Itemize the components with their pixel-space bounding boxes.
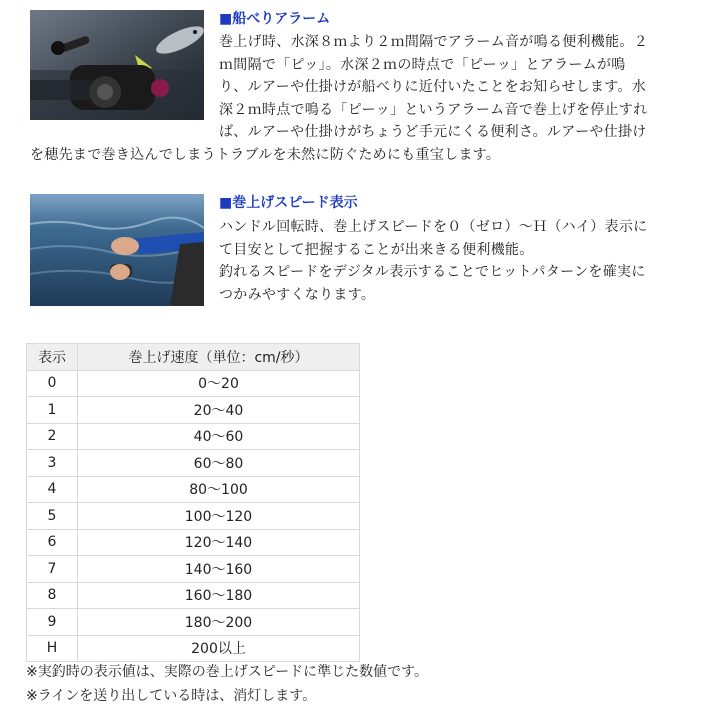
speed-cell: 120～140 — [78, 529, 360, 556]
alarm-line: ｍ間隔で「ピッ」。水深２ｍの時点で「ピーッ」とアラームが鳴 — [219, 56, 626, 73]
speed-cell: 20～40 — [78, 397, 360, 424]
speed-line: ハンドル回転時、巻上げスピードを０（ゼロ）～Ｈ（ハイ）表示に — [219, 219, 648, 235]
display-cell: H — [27, 635, 78, 662]
alarm-description — [30, 31, 648, 166]
alarm-heading: ■船べりアラーム — [219, 11, 331, 27]
speed-cell: 200以上 — [78, 635, 360, 662]
speed-table — [26, 343, 360, 662]
speed-line: て目安として把握することが出来きる便利機能。 — [219, 241, 534, 258]
display-cell: 0 — [27, 370, 78, 397]
table-row — [27, 582, 360, 609]
speed-cell: 180～200 — [78, 609, 360, 636]
alarm-line: 深２ｍ時点で鳴る「ピーッ」というアラーム音で巻上げを停止すれ — [219, 101, 648, 118]
table-row — [27, 609, 360, 636]
speed-cell: 0～20 — [78, 370, 360, 397]
display-cell: 5 — [27, 503, 78, 530]
display-cell: 8 — [27, 582, 78, 609]
display-cell: 9 — [27, 609, 78, 636]
column-header-speed: 巻上げ速度（単位：cm/秒） — [78, 344, 360, 371]
alarm-line: ば、ルアーや仕掛けがちょうど手元にくる便利さ。ルアーや仕掛け — [219, 124, 647, 140]
reel-photo — [30, 10, 204, 120]
speed-cell: 60～80 — [78, 450, 360, 477]
speed-heading: ■巻上げスピード表示 — [219, 195, 358, 211]
display-cell: 7 — [27, 556, 78, 583]
speed-cell: 40～60 — [78, 423, 360, 450]
table-row — [27, 503, 360, 530]
speed-line: つかみやすくなります。 — [219, 286, 376, 303]
table-row — [27, 476, 360, 503]
table-header-row — [27, 344, 360, 371]
footnote: ※実釣時の表示値は、実際の巻上げスピードに準じた数値です。 — [26, 664, 429, 680]
display-cell: 6 — [27, 529, 78, 556]
table-row — [27, 423, 360, 450]
alarm-line: 巻上げ時、水深８ｍより２ｍ間隔でアラーム音が鳴る便利機能。２ — [219, 34, 648, 50]
speed-line: 釣れるスピードをデジタル表示することでヒットパターンを確実に — [219, 264, 646, 280]
speed-cell: 100～120 — [78, 503, 360, 530]
speed-description — [219, 216, 647, 306]
table-row — [27, 556, 360, 583]
table-row — [27, 397, 360, 424]
display-cell: 4 — [27, 476, 78, 503]
table-row — [27, 370, 360, 397]
alarm-line: を穂先まで巻き込んでしまうトラブルを未然に防ぐためにも重宝します。 — [30, 146, 501, 163]
footnote: ※ラインを送り出している時は、消灯します。 — [26, 688, 317, 704]
speed-cell: 140～160 — [78, 556, 360, 583]
table-row — [27, 635, 360, 662]
angler-photo — [30, 194, 204, 306]
table-row — [27, 529, 360, 556]
speed-cell: 80～100 — [78, 476, 360, 503]
footnotes — [26, 660, 428, 708]
alarm-line: り、ルアーや仕掛けが船べりに近付いたことをお知らせします。水 — [219, 79, 647, 95]
display-cell: 3 — [27, 450, 78, 477]
display-cell: 2 — [27, 423, 78, 450]
display-cell: 1 — [27, 397, 78, 424]
table-row — [27, 450, 360, 477]
speed-cell: 160～180 — [78, 582, 360, 609]
column-header-display: 表示 — [27, 344, 78, 371]
